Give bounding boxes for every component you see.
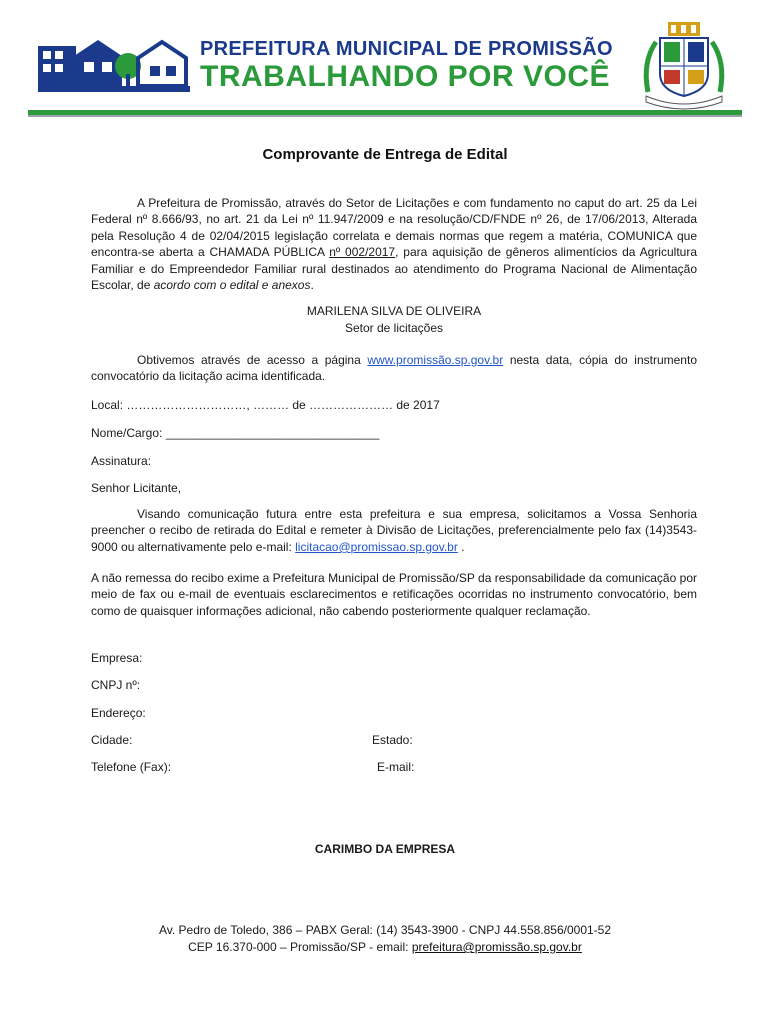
- obtain-paragraph: Obtivemos através de acesso a página www.promissão.sp.gov.br nesta data, cópia do instrumento convocatório da licitação acima identificada.: [91, 353, 697, 384]
- coat-of-arms-icon: [638, 22, 730, 110]
- footer-contact: CEP 16.370-000 – Promissão/SP - email: prefeitura@promissão.sp.gov.br: [188, 940, 582, 954]
- header-gray-rule: [28, 115, 742, 117]
- visando-paragraph: Visando comunicação futura entre esta prefeitura e sua empresa, solicitamos a Vossa Senhoria preencher o recibo de retirada do Edital e remeter à Divisão de Licitações, preferencialmente pelo fax (14)3543-9000 ou alternativamente pelo e-mail: licitacao@promissao.sp.gov.br .: [91, 507, 697, 554]
- endereco-label: Endereço:: [91, 706, 146, 720]
- city-buildings-logo-icon: [38, 38, 190, 96]
- email-label: E-mail:: [377, 760, 415, 774]
- signer-name: MARILENA SILVA DE OLIVEIRA: [306, 304, 482, 318]
- nao-remessa-paragraph: A não remessa do recibo exime a Prefeitura Municipal de Promissão/SP da responsabilidade da comunicação por meio de fax ou e-mail de eventuais esclarecimentos e retificações ocorridas no instrumento convocatório, bem como de quaisquer informações adicional, não cabendo posteriormente qualquer reclamação.: [91, 571, 697, 618]
- name-role-line: Nome/Cargo: ________________________________: [91, 426, 380, 440]
- cidade-label: Cidade:: [91, 733, 133, 747]
- cnpj-label: CNPJ nº:: [91, 678, 141, 692]
- footer: [0, 922, 770, 956]
- estado-label: Estado:: [372, 733, 413, 747]
- licitacao-email-link[interactable]: licitacao@promissao.sp.gov.br: [295, 539, 458, 554]
- telefone-label: Telefone (Fax):: [91, 760, 172, 774]
- intro-paragraph: A Prefeitura de Promissão, através do Setor de Licitações e com fundamento no caput do art. 25 da Lei Federal nº 8.666/93, no art. 21 da Lei nº 11.947/2009 e na resolução/CD/FNDE nº 26, de 17/06/2013, Alterada pela Resolução 4 de 02/04/2015 legislação correlata e demais normas que regem a matéria, COMUNICA que encontra-se aberta a CHAMADA PÚBLICA nº 002/2017, para aquisição de gêneros alimentícios da Agricultura Familiar e do Empreendedor Familiar rural destinados ao atendimento do Programa Nacional de Alimentação Escolar, de acordo com o edital e anexos.: [91, 196, 697, 293]
- local-date-line: Local: …………………………, ……… de ………………… de 2017: [91, 398, 440, 412]
- letterhead: [0, 0, 770, 122]
- empresa-label: Empresa:: [91, 651, 143, 665]
- signature-label: Assinatura:: [91, 454, 152, 468]
- signer-role: Setor de licitações: [344, 321, 444, 335]
- header-slogan: TRABALHANDO POR VOCÊ: [200, 60, 611, 93]
- footer-address: Av. Pedro de Toledo, 386 – PABX Geral: (14) 3543-3900 - CNPJ 44.558.856/0001-52: [158, 923, 612, 937]
- website-link[interactable]: www.promissão.sp.gov.br: [367, 353, 504, 367]
- company-stamp-label: CARIMBO DA EMPRESA: [314, 842, 456, 856]
- header-title: PREFEITURA MUNICIPAL DE PROMISSÃO: [200, 38, 613, 60]
- salutation: Senhor Licitante,: [91, 481, 182, 495]
- footer-email-link[interactable]: prefeitura@promissão.sp.gov.br: [411, 940, 582, 954]
- chamada-number: nº 002/2017: [329, 245, 396, 260]
- document-title: Comprovante de Entrega de Edital: [262, 146, 508, 163]
